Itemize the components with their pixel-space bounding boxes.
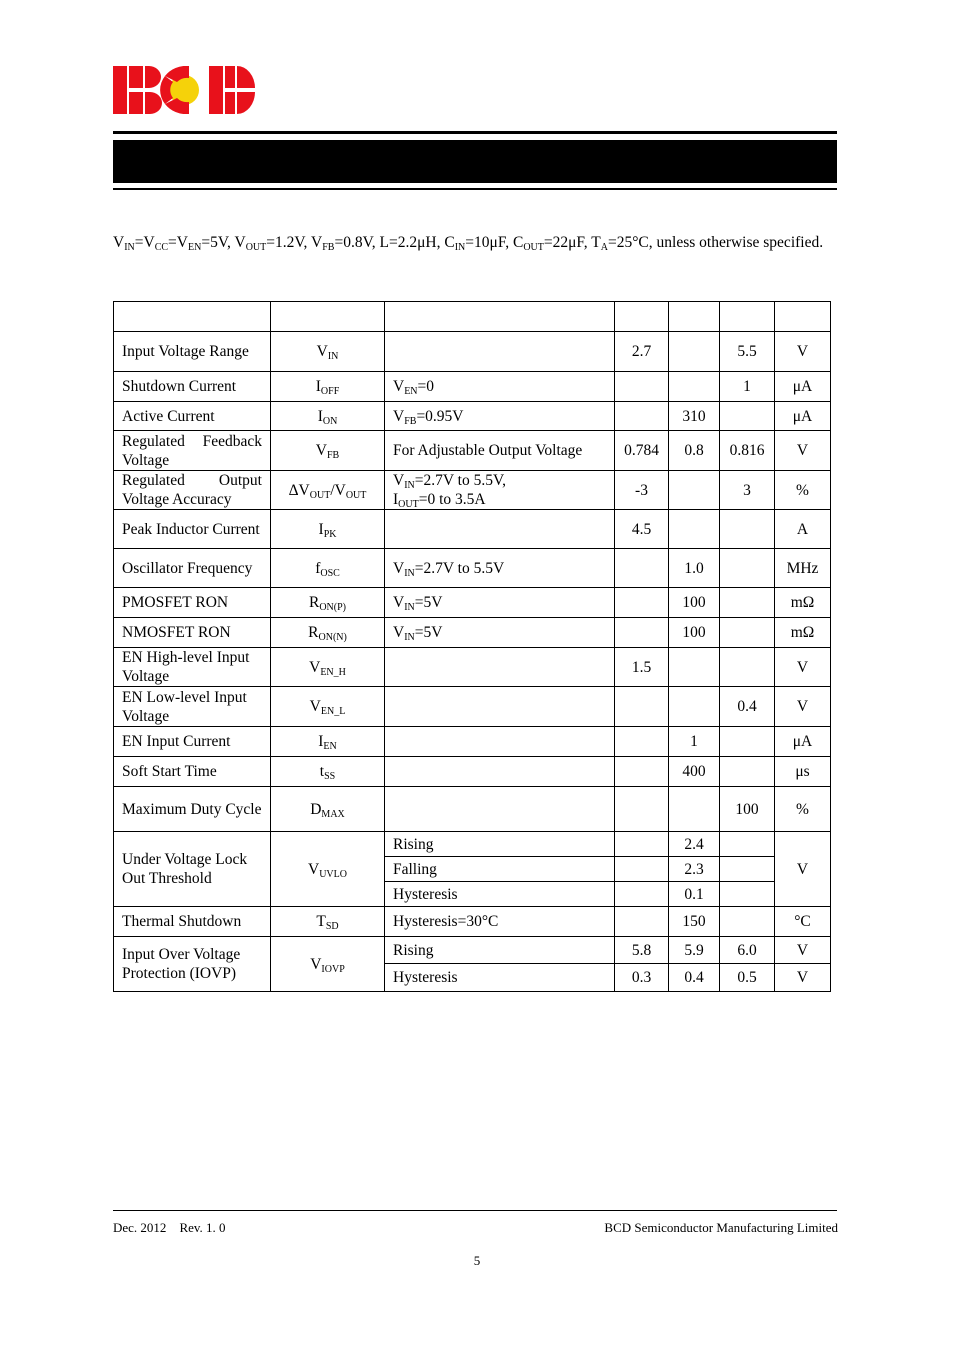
bcd-logo [113, 66, 255, 114]
table-row [114, 687, 831, 727]
min-cell [615, 857, 669, 882]
min-cell [615, 907, 669, 937]
footer-date: Dec. 2012 [113, 1220, 167, 1235]
unit-cell: μA [775, 372, 831, 402]
page-number: 5 [473, 1253, 481, 1268]
condition-cell: Rising [385, 832, 615, 857]
condition-cell: Hysteresis=30°C [385, 907, 615, 937]
symbol-cell: $I_{PK}$ [271, 510, 385, 549]
typ-cell [669, 687, 720, 727]
symbol-cell: $V_{EN\_L}$ [271, 687, 385, 727]
condition-cell: $V_{FB}=0.95V$ [385, 402, 615, 431]
symbol-cell: $V_{UVLO}$ [271, 832, 385, 907]
typ-cell: 1.0 [669, 549, 720, 588]
unit-cell: V [775, 964, 831, 992]
max-cell [720, 549, 775, 588]
symbol-cell: $R_{ON(N)}$ [271, 618, 385, 648]
typ-cell [669, 332, 720, 372]
table-row [114, 757, 831, 787]
section-title-band [113, 140, 837, 183]
symbol-cell: $I_{EN}$ [271, 727, 385, 757]
table-row [114, 648, 831, 687]
max-cell [720, 832, 775, 857]
condition-cell: $V_{EN}=0$ [385, 372, 615, 402]
max-cell [720, 510, 775, 549]
max-cell: 100 [720, 787, 775, 832]
typ-cell: 100 [669, 588, 720, 618]
table-row [114, 618, 831, 648]
param-cell: Under Voltage Lock Out Threshold [114, 832, 271, 907]
unit-cell: V [775, 832, 831, 907]
typ-cell [669, 510, 720, 549]
max-cell [720, 907, 775, 937]
min-cell: 0.3 [615, 964, 669, 992]
max-cell: 1 [720, 372, 775, 402]
unit-cell: μA [775, 402, 831, 431]
max-cell [720, 757, 775, 787]
symbol-cell: $T_{SD}$ [271, 907, 385, 937]
param-cell: EN Low-level Input Voltage [114, 687, 271, 727]
table-row [114, 471, 831, 510]
min-cell: 5.8 [615, 937, 669, 964]
condition-cell: Hysteresis [385, 882, 615, 907]
max-cell [720, 402, 775, 431]
min-cell [615, 687, 669, 727]
condition-cell: Hysteresis [385, 964, 615, 992]
min-cell [615, 832, 669, 857]
table-row [114, 402, 831, 431]
unit-cell: V [775, 937, 831, 964]
footer-rule [113, 1210, 837, 1211]
param-cell: PMOSFET RON [114, 588, 271, 618]
min-cell: 4.5 [615, 510, 669, 549]
table-row [114, 549, 831, 588]
typ-cell: 0.1 [669, 882, 720, 907]
typ-cell: 2.3 [669, 857, 720, 882]
max-cell [720, 882, 775, 907]
unit-cell: mΩ [775, 618, 831, 648]
table-header-row [114, 302, 831, 332]
condition-cell [385, 687, 615, 727]
table-row [114, 787, 831, 832]
min-cell: -3 [615, 471, 669, 510]
param-cell: Input Over Voltage Protection (IOVP) [114, 937, 271, 992]
condition-cell: $V_{IN}=5V$ [385, 588, 615, 618]
max-cell: 0.5 [720, 964, 775, 992]
table-row [114, 431, 831, 471]
unit-cell: V [775, 687, 831, 727]
min-cell: 1.5 [615, 648, 669, 687]
typ-cell: 0.4 [669, 964, 720, 992]
typ-cell: 0.8 [669, 431, 720, 471]
unit-cell: V [775, 332, 831, 372]
param-cell: Regulated Feedback Voltage [114, 431, 271, 471]
condition-cell: $V_{IN}=2.7V$ to 5.5V [385, 549, 615, 588]
max-cell [720, 648, 775, 687]
condition-cell: For Adjustable Output Voltage [385, 431, 615, 471]
min-cell: 0.784 [615, 431, 669, 471]
param-cell: Soft Start Time [114, 757, 271, 787]
condition-cell: $V_{IN}=2.7V$ to 5.5V, $I_{OUT}=0$ to 3.5A [385, 471, 615, 510]
unit-cell: A [775, 510, 831, 549]
symbol-cell: $I_{OFF}$ [271, 372, 385, 402]
max-cell [720, 727, 775, 757]
symbol-cell: $t_{SS}$ [271, 757, 385, 787]
param-cell: Peak Inductor Current [114, 510, 271, 549]
param-cell: EN Input Current [114, 727, 271, 757]
unit-cell: μA [775, 727, 831, 757]
condition-cell [385, 648, 615, 687]
param-cell: Input Voltage Range [114, 332, 271, 372]
condition-cell: Falling [385, 857, 615, 882]
typ-cell: 2.4 [669, 832, 720, 857]
param-cell: Regulated Output Voltage Accuracy [114, 471, 271, 510]
typ-cell [669, 787, 720, 832]
symbol-cell: $V_{IN}$ [271, 332, 385, 372]
unit-cell: V [775, 648, 831, 687]
table-row [114, 588, 831, 618]
condition-cell [385, 332, 615, 372]
param-cell: EN High-level Input Voltage [114, 648, 271, 687]
typ-cell: 150 [669, 907, 720, 937]
param-cell: Active Current [114, 402, 271, 431]
typ-cell [669, 648, 720, 687]
table-row [114, 727, 831, 757]
symbol-cell: $V_{EN\_H}$ [271, 648, 385, 687]
condition-cell: Rising [385, 937, 615, 964]
param-cell: NMOSFET RON [114, 618, 271, 648]
param-cell: Thermal Shutdown [114, 907, 271, 937]
max-cell: 0.4 [720, 687, 775, 727]
typ-cell: 1 [669, 727, 720, 757]
min-cell [615, 787, 669, 832]
table-row [114, 372, 831, 402]
symbol-cell: $\Delta V_{OUT}/V_{OUT}$ [271, 471, 385, 510]
condition-cell: $V_{IN}=5V$ [385, 618, 615, 648]
unit-cell: MHz [775, 549, 831, 588]
table-row [114, 937, 831, 964]
min-cell [615, 727, 669, 757]
symbol-cell: $f_{OSC}$ [271, 549, 385, 588]
condition-cell [385, 510, 615, 549]
condition-cell [385, 757, 615, 787]
test-conditions: $V_{IN}=V_{CC}=V_{EN}=5V$, $V_{OUT}=1.2V$, $V_{FB}=0.8V$, L=2.2μH, $C_{IN}=10\mu F$, $C_{OUT}=22\mu F$, $T_A=25^\circ C$, unless otherwise specified. [113, 234, 824, 253]
min-cell [615, 882, 669, 907]
unit-cell: % [775, 471, 831, 510]
min-cell: 2.7 [615, 332, 669, 372]
param-cell: Maximum Duty Cycle [114, 787, 271, 832]
table-row [114, 332, 831, 372]
unit-cell: μs [775, 757, 831, 787]
min-cell [615, 757, 669, 787]
unit-cell: °C [775, 907, 831, 937]
min-cell [615, 588, 669, 618]
table-row [114, 510, 831, 549]
max-cell [720, 618, 775, 648]
max-cell: 5.5 [720, 332, 775, 372]
table-row [114, 832, 831, 857]
max-cell: 6.0 [720, 937, 775, 964]
symbol-cell: $I_{ON}$ [271, 402, 385, 431]
typ-cell: 400 [669, 757, 720, 787]
symbol-cell: $V_{FB}$ [271, 431, 385, 471]
typ-cell [669, 372, 720, 402]
condition-cell [385, 727, 615, 757]
param-cell: Oscillator Frequency [114, 549, 271, 588]
header-rule-bottom [113, 188, 837, 190]
min-cell [615, 402, 669, 431]
min-cell [615, 372, 669, 402]
unit-cell: mΩ [775, 588, 831, 618]
min-cell [615, 618, 669, 648]
min-cell [615, 549, 669, 588]
footer-company: BCD Semiconductor Manufacturing Limited [604, 1220, 838, 1235]
max-cell [720, 588, 775, 618]
unit-cell: V [775, 431, 831, 471]
symbol-cell: $R_{ON(P)}$ [271, 588, 385, 618]
symbol-cell: $D_{MAX}$ [271, 787, 385, 832]
condition-cell [385, 787, 615, 832]
max-cell: 0.816 [720, 431, 775, 471]
symbol-cell: $V_{IOVP}$ [271, 937, 385, 992]
unit-cell: % [775, 787, 831, 832]
param-cell: Shutdown Current [114, 372, 271, 402]
header-rule-top [113, 131, 837, 134]
table-row [114, 907, 831, 937]
typ-cell [669, 471, 720, 510]
typ-cell: 5.9 [669, 937, 720, 964]
typ-cell: 100 [669, 618, 720, 648]
max-cell [720, 857, 775, 882]
typ-cell: 310 [669, 402, 720, 431]
footer-revision: Rev. 1. 0 [179, 1220, 226, 1235]
max-cell: 3 [720, 471, 775, 510]
electrical-characteristics-table [113, 301, 831, 992]
footer-date-revision [113, 1220, 226, 1236]
